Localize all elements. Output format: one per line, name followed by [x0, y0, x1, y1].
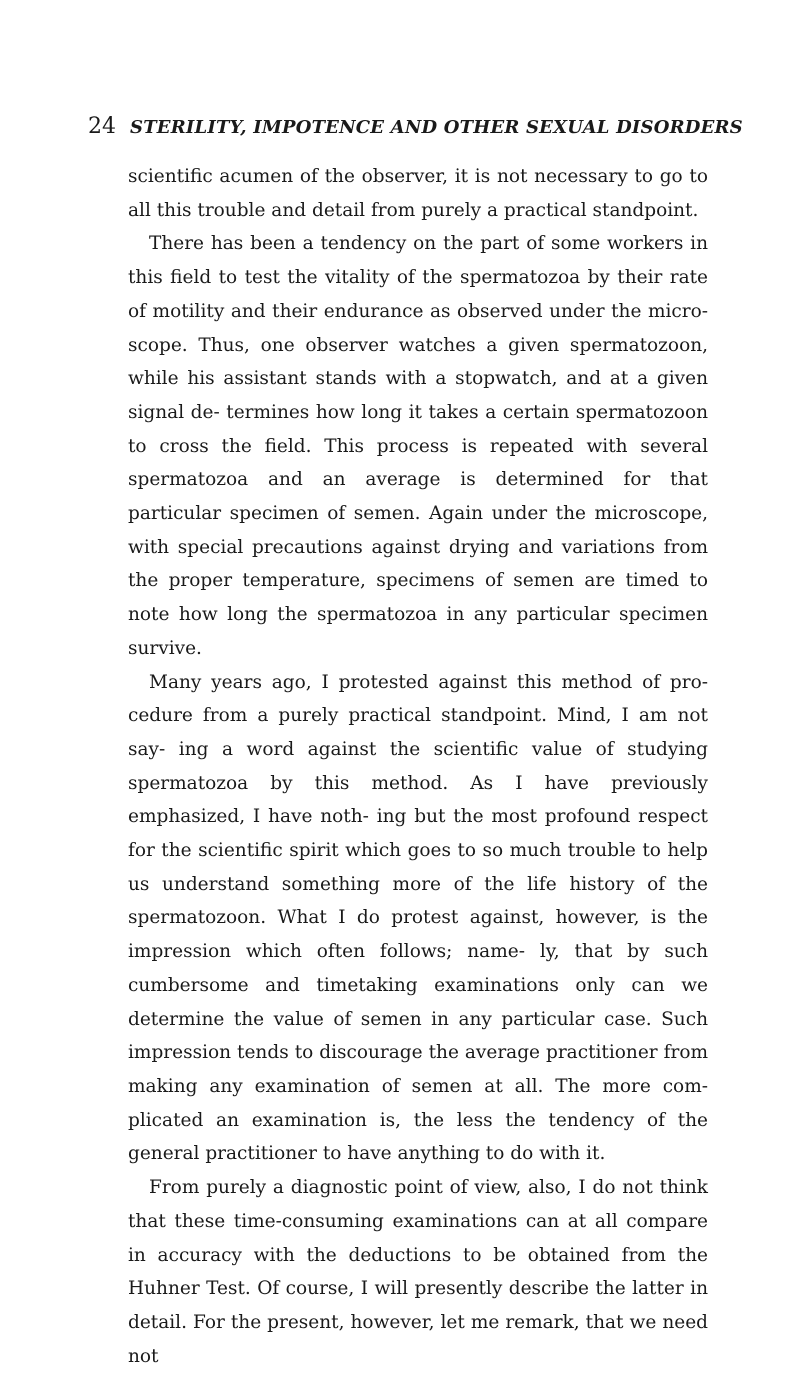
- paragraph-1: scientific acumen of the observer, it is not necessary to go to all this trouble and detail from purely a practical standpoint.: [128, 166, 708, 221]
- paragraph-2: There has been a tendency on the part of some workers in this field to test the vitality of the spermatozoa by their rate of motility and their endurance as observed under the micro- scope. Thus, one observer watches a given spermatozoon, while his assistant stands with a stopwatch, and at a given signal de- termines how long it takes a certain spermatozoon to cross the field. This process is repeated with several spermatozoa and an average is determined for that particular specimen of semen. Again under the microscope, with special precautions against drying and variations from the proper temperature, specimens of semen are timed to note how long the spermatozoa in any particular specimen survive.: [128, 233, 708, 659]
- paragraph-3: Many years ago, I protested against this method of pro- cedure from a purely practical standpoint. Mind, I am not say- ing a word against the scientific value of studying spermatozoa by this method. As I have previously emphasized, I have noth- ing but the most profound respect for the scientific spirit which goes to so much trouble to help us understand something more of the life history of the spermatozoon. What I do protest against, however, is the impression which often follows; name- ly, that by such cumbersome and timetaking examinations only can we determine the value of semen in any particular case. Such impression tends to discourage the average practitioner from making any examination of semen at all. The more com- plicated an examination is, the less the tendency of the general practitioner to have anything to do with it.: [128, 671, 708, 1165]
- running-title: STERILITY, IMPOTENCE AND OTHER SEXUAL DISORDERS: [130, 117, 743, 138]
- page-number: 24: [88, 114, 116, 139]
- running-header: [88, 110, 743, 144]
- body-text: [128, 160, 708, 1373]
- paragraph-4: From purely a diagnostic point of view, also, I do not think that these time-consuming examinations can at all compare in accuracy with the deductions to be obtained from the Huhner Test. Of course, I will presently describe the latter in detail. For the present, however, let me remark, that we need not: [128, 1177, 708, 1367]
